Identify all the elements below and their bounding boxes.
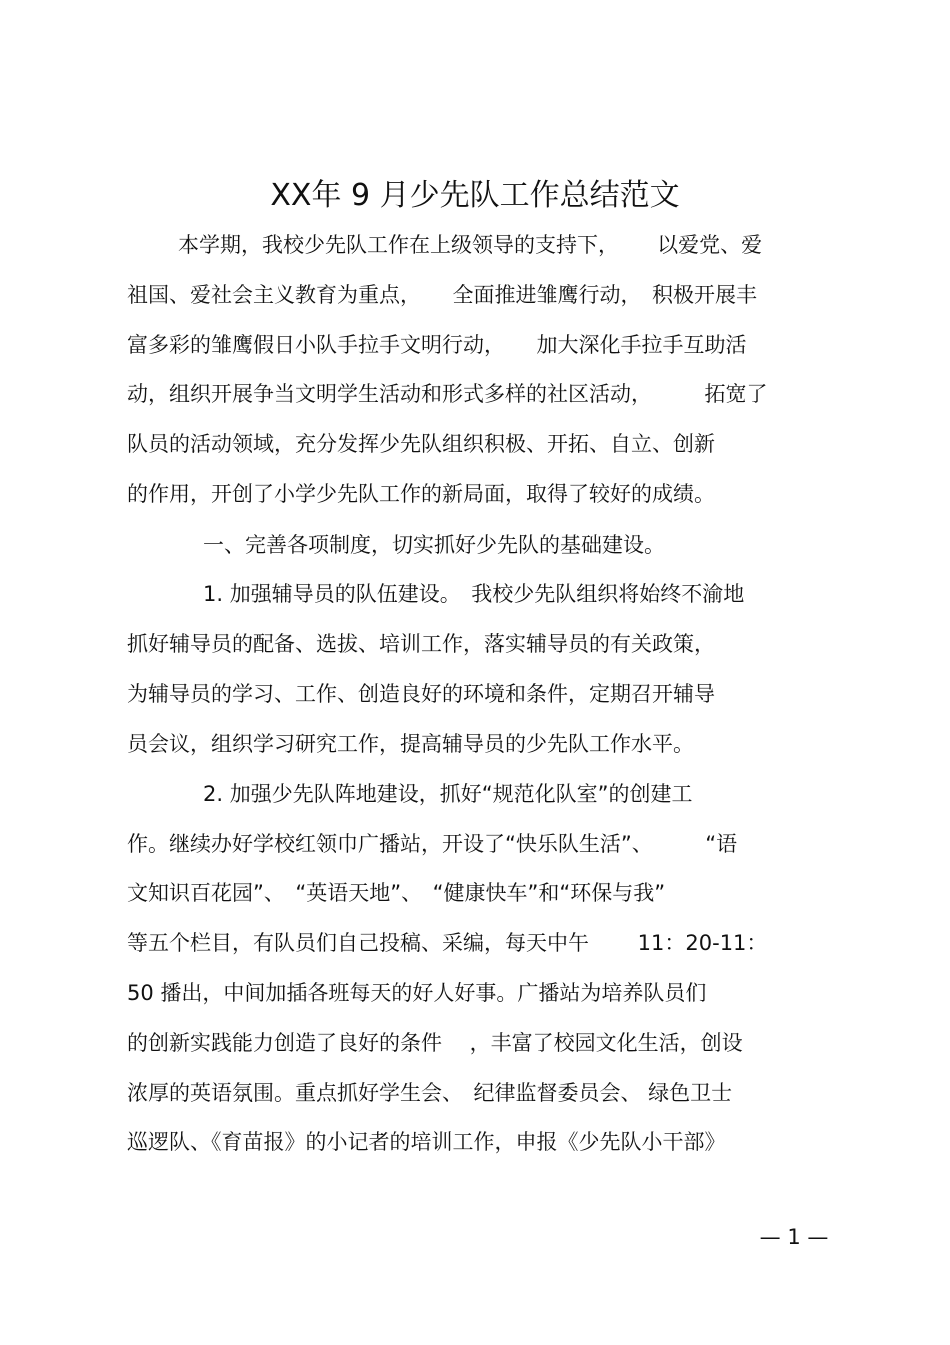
paragraph-line: 文知识百花园”、 “英语天地”、 “健康快车”和“环保与我”: [127, 881, 666, 905]
document-title: XX年 9 月少先队工作总结范文: [270, 178, 680, 213]
paragraph-line: 浓厚的英语氛围。重点抓好学生会、 纪律监督委员会、 绿色卫士: [127, 1081, 733, 1105]
paragraph-line: 50 播出，中间加插各班每天的好人好事。广播站为培养队员们: [127, 981, 707, 1005]
paragraph-line: 祖国、爱社会主义教育为重点， 全面推进雏鹰行动， 积极开展丰: [127, 283, 757, 307]
paragraph-line: 本学期，我校少先队工作在上级领导的支持下， 以爱党、爱: [178, 233, 763, 257]
paragraph-line: 2. 加强少先队阵地建设，抓好“规范化队室”的创建工: [203, 782, 693, 806]
paragraph-line: 为辅导员的学习、工作、创造良好的环境和条件，定期召开辅导: [127, 682, 715, 706]
section-heading: 一、完善各项制度，切实抓好少先队的基础建设。: [203, 533, 665, 557]
paragraph-line: 动，组织开展争当文明学生活动和形式多样的社区活动， 拓宽了: [127, 382, 768, 406]
paragraph-line: 抓好辅导员的配备、选拔、培训工作，落实辅导员的有关政策，: [127, 632, 715, 656]
paragraph-line: 巡逻队、《育苗报》的小记者的培训工作，申报《少先队小干部》: [127, 1130, 726, 1154]
paragraph-line: 作。继续办好学校红领巾广播站，开设了“快乐队生活”、 “语: [127, 832, 738, 856]
paragraph-line: 的创新实践能力创造了良好的条件 ，丰富了校园文化生活，创设: [127, 1031, 743, 1055]
paragraph-line: 1. 加强辅导员的队伍建设。 我校少先队组织将始终不渝地: [203, 582, 745, 606]
paragraph-line: 员会议，组织学习研究工作，提高辅导员的少先队工作水平。: [127, 732, 694, 756]
page-number: — 1 —: [759, 1225, 829, 1249]
paragraph-line: 队员的活动领域，充分发挥少先队组织积极、开拓、自立、创新: [127, 432, 715, 456]
paragraph-line: 富多彩的雏鹰假日小队手拉手文明行动， 加大深化手拉手互助活: [127, 333, 747, 357]
paragraph-line: 等五个栏目，有队员们自己投稿、采编，每天中午 11：20-11：: [127, 931, 768, 955]
paragraph-line: 的作用，开创了小学少先队工作的新局面，取得了较好的成绩。: [127, 482, 715, 506]
